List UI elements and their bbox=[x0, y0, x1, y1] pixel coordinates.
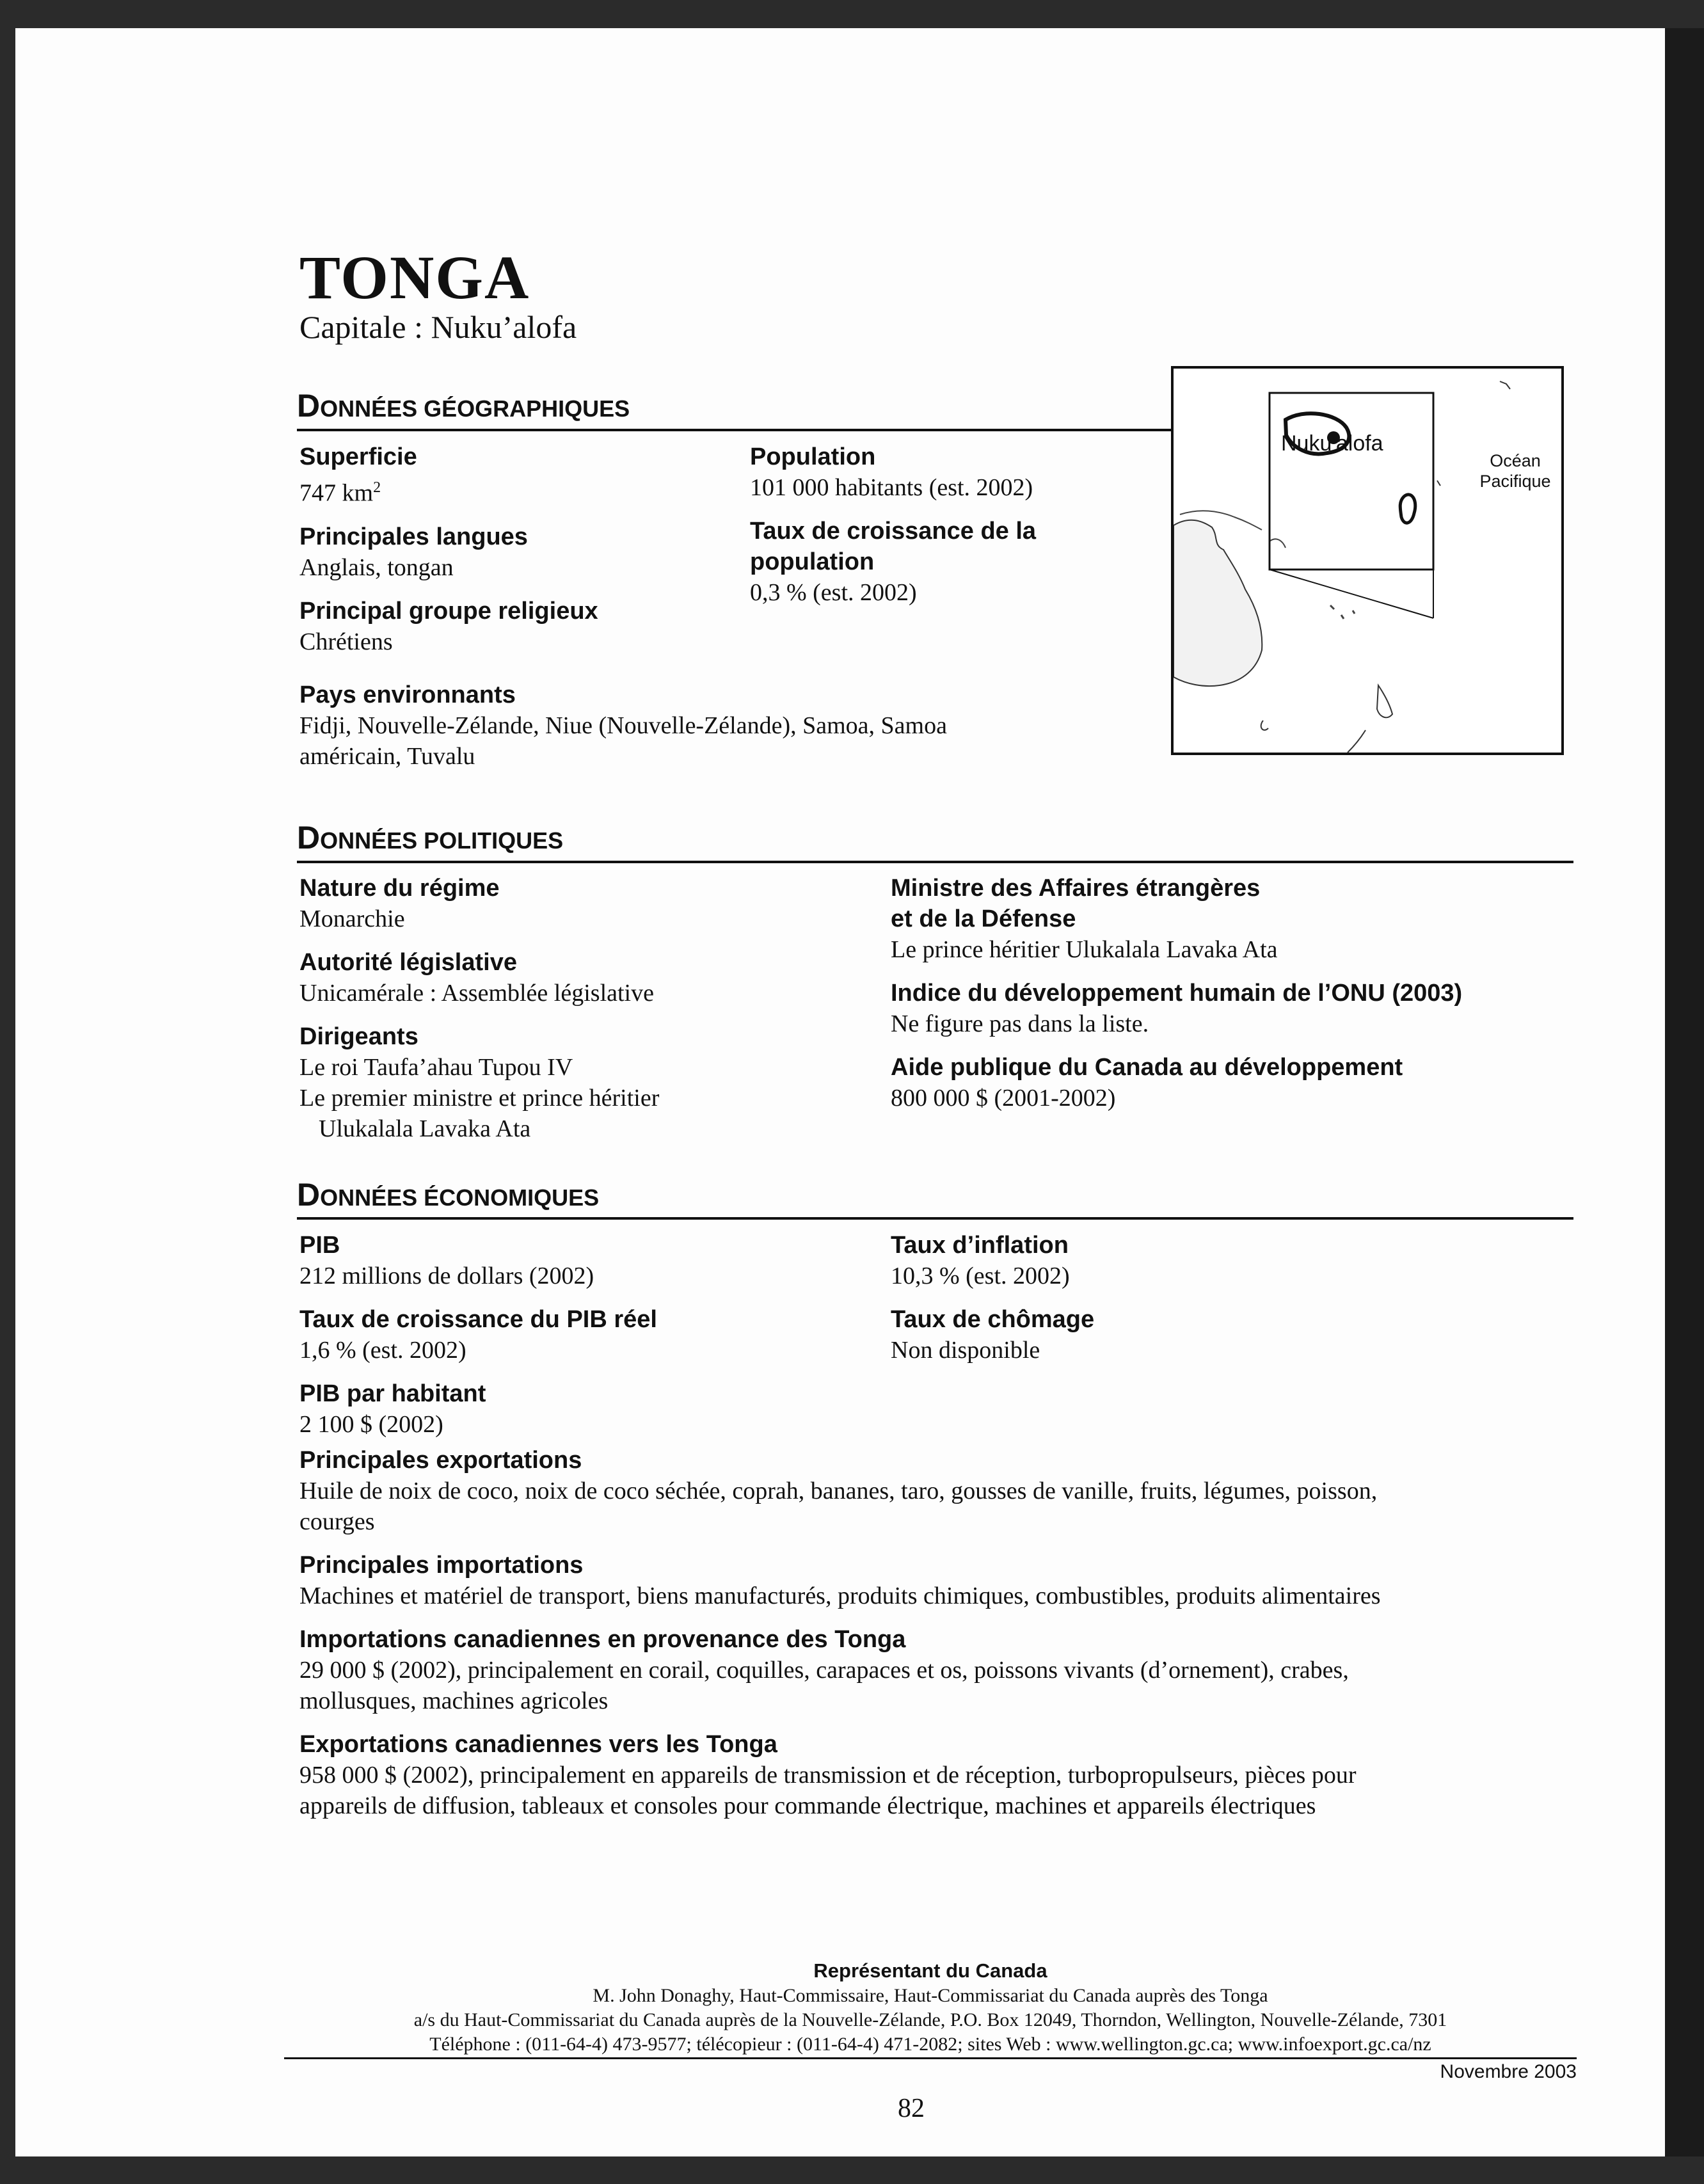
import-value: Machines et matériel de transport, biens manufacturés, produits chimiques, combustibles, produits alimentaires bbox=[299, 1582, 1381, 1609]
chomage-label: Taux de chômage bbox=[891, 1306, 1095, 1333]
footer-rule bbox=[284, 2057, 1577, 2059]
eco-left-column bbox=[299, 1230, 863, 1440]
pays-label: Pays environnants bbox=[299, 682, 516, 708]
legis-label: Autorité législative bbox=[299, 949, 517, 976]
dirig-value-2: Le premier ministre et prince héritier bbox=[299, 1085, 660, 1112]
population-label: Population bbox=[750, 443, 876, 470]
croiss-pib-value: 1,6 % (est. 2002) bbox=[299, 1337, 466, 1364]
rep-line-2: a/s du Haut-Commissariat du Canada auprès de la Nouvelle-Zélande, P.O. Box 12049, Thorndon, Wellington, Nouvelle-Zélande, 7301 bbox=[413, 2009, 1447, 2030]
geo-left-column bbox=[299, 442, 696, 657]
location-map bbox=[1171, 366, 1564, 755]
section-geo-heading: DONNÉES GÉOGRAPHIQUES bbox=[297, 388, 630, 424]
langues-value: Anglais, tongan bbox=[299, 554, 454, 581]
eco-right-column bbox=[891, 1230, 1467, 1366]
eua-island bbox=[1400, 495, 1415, 523]
projection-line-1 bbox=[1270, 570, 1433, 618]
footer-date: Novembre 2003 bbox=[1440, 2061, 1577, 2082]
ministre-value: Le prince héritier Ulukalala Lavaka Ata bbox=[891, 936, 1278, 963]
import-label: Principales importations bbox=[299, 1552, 584, 1579]
ministre-label-2: et de la Défense bbox=[891, 905, 1076, 932]
map-city-label: Nuku'alofa bbox=[1281, 431, 1383, 456]
croissance-label-1: Taux de croissance de la bbox=[750, 518, 1037, 545]
dirig-value-3: Ulukalala Lavaka Ata bbox=[319, 1115, 531, 1142]
export-value-2: courges bbox=[299, 1508, 375, 1535]
idh-value: Ne figure pas dans la liste. bbox=[891, 1010, 1149, 1037]
aide-label: Aide publique du Canada au développement bbox=[891, 1054, 1403, 1081]
section-pol-rule bbox=[297, 861, 1573, 863]
document-page bbox=[15, 28, 1665, 2156]
croiss-pib-label: Taux de croissance du PIB réel bbox=[299, 1306, 657, 1333]
map-graphic bbox=[1174, 369, 1561, 753]
inflation-label: Taux d’inflation bbox=[891, 1232, 1069, 1259]
section-eco-rule bbox=[297, 1217, 1573, 1220]
footer-representative bbox=[284, 1958, 1577, 2057]
imp-can-value-2: mollusques, machines agricoles bbox=[299, 1687, 609, 1714]
inflation-value: 10,3 % (est. 2002) bbox=[891, 1263, 1070, 1289]
idh-label: Indice du développement humain de l’ONU (2003) bbox=[891, 980, 1463, 1007]
regime-value: Monarchie bbox=[299, 905, 405, 932]
map-ocean-label: Océan Pacifique bbox=[1479, 451, 1551, 491]
rep-title: Représentant du Canada bbox=[813, 1959, 1047, 1982]
new-zealand-south bbox=[1348, 730, 1366, 753]
exp-can-value-1: 958 000 $ (2002), principalement en appareils de transmission et de réception, turbopropulseurs, pièces pour bbox=[299, 1762, 1357, 1789]
pays-value-2: américain, Tuvalu bbox=[299, 743, 475, 770]
pays-value-1: Fidji, Nouvelle-Zélande, Niue (Nouvelle-Zélande), Samoa, Samoa bbox=[299, 712, 947, 739]
pib-hab-value: 2 100 $ (2002) bbox=[299, 1411, 443, 1438]
superficie-value: 747 $km^2$ bbox=[299, 479, 381, 507]
religion-value: Chrétiens bbox=[299, 628, 393, 655]
pol-right-column bbox=[891, 873, 1582, 1113]
croissance-value: 0,3 % (est. 2002) bbox=[750, 579, 917, 606]
exp-can-label: Exportations canadiennes vers les Tonga bbox=[299, 1731, 777, 1758]
imp-can-label: Importations canadiennes en provenance des Tonga bbox=[299, 1626, 906, 1653]
island-shape bbox=[1270, 539, 1286, 548]
pays-block bbox=[299, 680, 1157, 772]
island-dots bbox=[1330, 605, 1355, 619]
rep-line-1: M. John Donaghy, Haut-Commissaire, Haut-Commissariat du Canada auprès des Tonga bbox=[593, 1985, 1268, 2006]
geo-right-column bbox=[750, 442, 1108, 608]
dirig-label: Dirigeants bbox=[299, 1023, 418, 1050]
new-zealand-north bbox=[1377, 685, 1392, 717]
pib-label: PIB bbox=[299, 1232, 340, 1259]
export-value-1: Huile de noix de coco, noix de coco séchée, coprah, bananes, taro, gousses de vanille, fruits, légumes, poisson, bbox=[299, 1478, 1378, 1504]
dirig-value-1: Le roi Taufa’ahau Tupou IV bbox=[299, 1054, 573, 1081]
section-eco-heading: DONNÉES ÉCONOMIQUES bbox=[297, 1177, 600, 1213]
croissance-label-2: population bbox=[750, 548, 875, 575]
page-number: 82 bbox=[898, 2094, 925, 2123]
eco-trade-block bbox=[299, 1445, 1586, 1821]
rep-line-3: Téléphone : (011-64-4) 473-9577; télécopieur : (011-64-4) 471-2082; sites Web : www.wellington.gc.ca; www.infoexport.gc.ca/nz bbox=[429, 2034, 1431, 2055]
chomage-value: Non disponible bbox=[891, 1337, 1040, 1364]
religion-label: Principal groupe religieux bbox=[299, 597, 598, 625]
capital-subtitle: Capitale : Nuku’alofa bbox=[299, 309, 577, 345]
aide-value: 800 000 $ (2001-2002) bbox=[891, 1085, 1116, 1112]
legis-value: Unicamérale : Assemblée législative bbox=[299, 980, 654, 1007]
country-title: TONGA bbox=[299, 243, 530, 312]
ministre-label-1: Ministre des Affaires étrangères bbox=[891, 875, 1261, 902]
export-label: Principales exportations bbox=[299, 1447, 582, 1474]
section-pol-heading: DONNÉES POLITIQUES bbox=[297, 820, 564, 856]
australia-shape bbox=[1174, 520, 1262, 686]
imp-can-value-1: 29 000 $ (2002), principalement en corail, coquilles, carapaces et os, poissons vivants (d’ornement), crabes, bbox=[299, 1657, 1349, 1684]
population-value: 101 000 habitants (est. 2002) bbox=[750, 474, 1033, 501]
exp-can-value-2: appareils de diffusion, tableaux et consoles pour commande électrique, machines et appareils électriques bbox=[299, 1792, 1316, 1819]
section-geo-rule bbox=[297, 429, 1189, 431]
superficie-label: Superficie bbox=[299, 443, 417, 470]
pib-value: 212 millions de dollars (2002) bbox=[299, 1263, 594, 1289]
langues-label: Principales langues bbox=[299, 523, 528, 550]
tasmania-shape bbox=[1261, 721, 1268, 730]
map-mark bbox=[1500, 381, 1510, 389]
pib-hab-label: PIB par habitant bbox=[299, 1380, 486, 1407]
map-dot bbox=[1437, 481, 1440, 486]
regime-label: Nature du régime bbox=[299, 875, 500, 902]
pol-left-column bbox=[299, 873, 863, 1144]
